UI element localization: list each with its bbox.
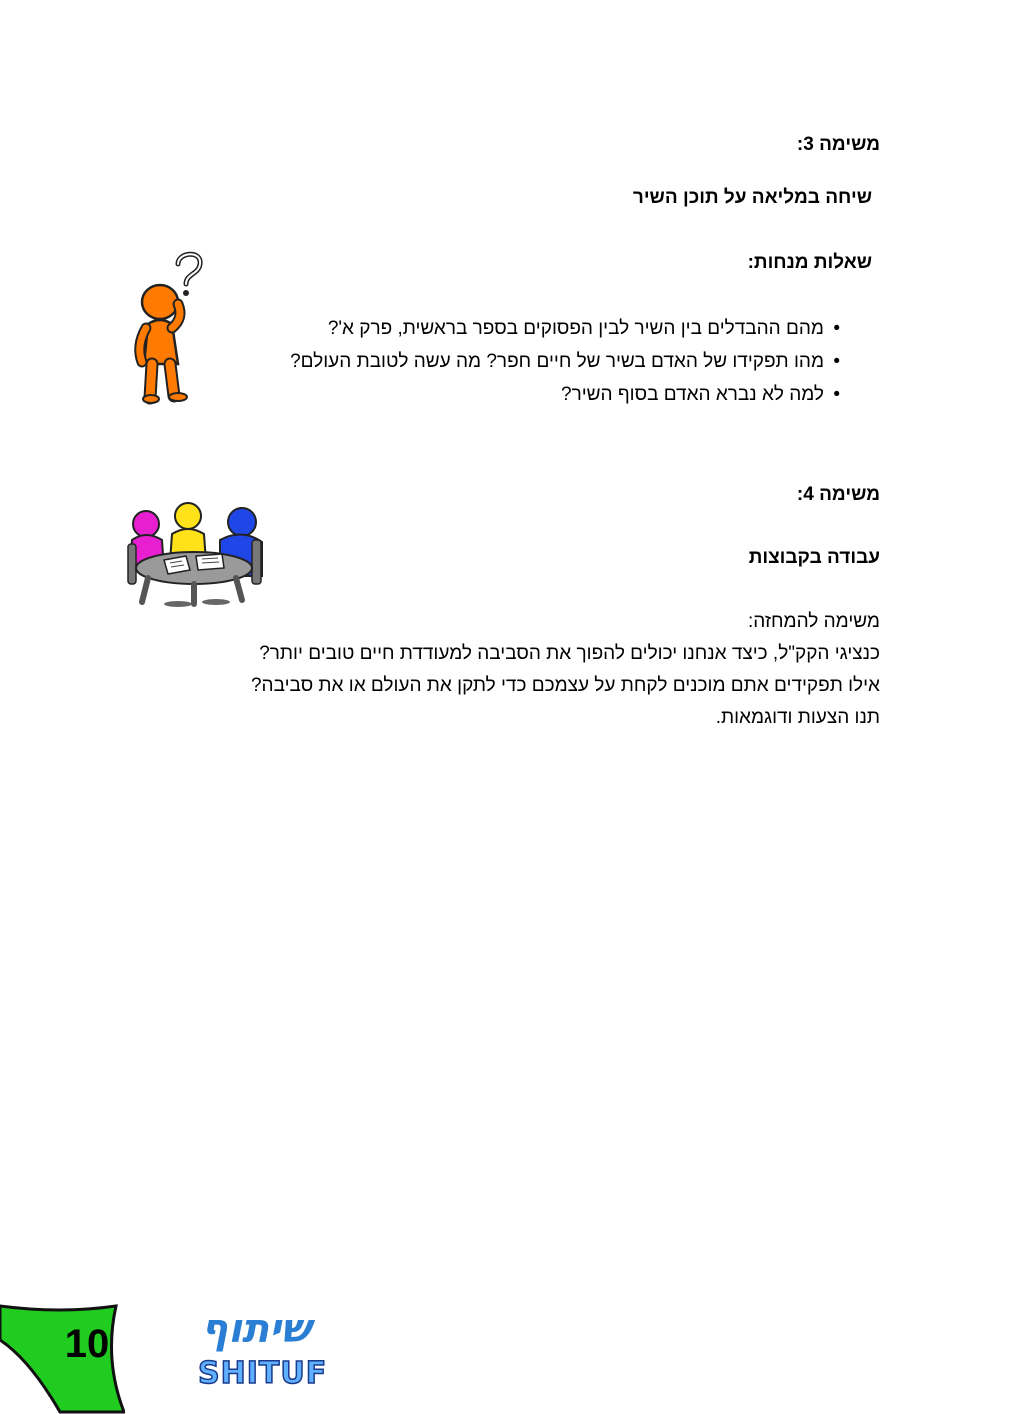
list-item: •למה לא נברא האדם בסוף השיר? bbox=[561, 384, 840, 405]
task3-title: משימה 3: bbox=[796, 134, 880, 155]
group-table-icon bbox=[124, 500, 266, 608]
page-number: 10 bbox=[64, 1322, 110, 1366]
logo-hebrew: שיתוף bbox=[201, 1306, 311, 1352]
list-item: •מהם ההבדלים בין השיר לבין הפסוקים בספר בראשית, פרק א'? bbox=[327, 318, 840, 339]
task4-line: תנו הצעות ודוגמאות. bbox=[715, 707, 880, 728]
task3-subtitle: שיחה במליאה על תוכן השיר bbox=[632, 187, 872, 208]
question-text: למה לא נברא האדם בסוף השיר? bbox=[561, 384, 824, 405]
task4-title: משימה 4: bbox=[796, 484, 880, 505]
question-text: מהו תפקידו של האדם בשיר של חיים חפר? מה עשה לטובת העולם? bbox=[290, 351, 824, 372]
thinking-person-icon bbox=[128, 246, 208, 406]
shituf-logo bbox=[196, 1306, 328, 1396]
list-item: •מהו תפקידו של האדם בשיר של חיים חפר? מה עשה לטובת העולם? bbox=[290, 351, 840, 372]
task4-line: אילו תפקידים אתם מוכנים לקחת על עצמכם כדי לתקן את העולם או את סביבה? bbox=[250, 675, 880, 696]
logo-latin: SHITUF bbox=[198, 1356, 328, 1391]
question-text: מהם ההבדלים בין השיר לבין הפסוקים בספר בראשית, פרק א'? bbox=[327, 318, 824, 339]
task3-questions-list bbox=[290, 312, 840, 411]
task3-questions-label: שאלות מנחות: bbox=[747, 252, 872, 273]
task4-line: כנציגי הקק"ל, כיצד אנחנו יכולים להפוך את הסביבה למעודדת חיים טובים יותר? bbox=[259, 643, 880, 664]
task4-body bbox=[251, 606, 880, 734]
task4-subtitle: עבודה בקבוצות bbox=[748, 547, 880, 568]
task4-line: משימה להמחזה: bbox=[747, 611, 880, 632]
